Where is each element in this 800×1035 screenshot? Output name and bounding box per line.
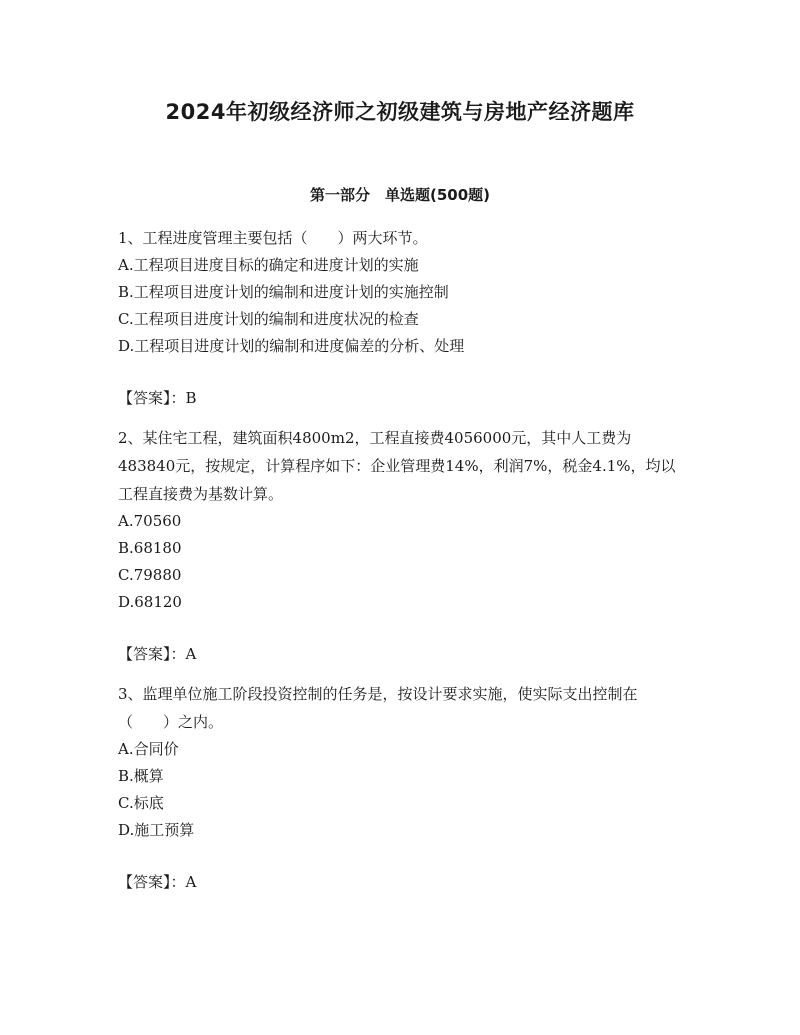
option-a: A.工程项目进度目标的确定和进度计划的实施 bbox=[118, 256, 419, 274]
option-b: B.68180 bbox=[118, 539, 182, 557]
option-a: A.合同价 bbox=[118, 740, 179, 758]
option-c: C.标底 bbox=[118, 794, 164, 812]
answer-line: 【答案】：A bbox=[118, 645, 197, 663]
question-3 bbox=[118, 680, 688, 896]
document-title: 2024年初级经济师之初级建筑与房地产经济题库 bbox=[165, 100, 635, 124]
option-d: D.施工预算 bbox=[118, 821, 195, 839]
question-stem: 1、工程进度管理主要包括（ ）两大环节。 bbox=[118, 229, 428, 247]
question-stem: 2、某住宅工程，建筑面积4800m2，工程直接费4056000元，其中人工费为483840元，按规定，计算程序如下：企业管理费14%，利润7%，税金4.1%，均以工程直接费为基数计算。 bbox=[118, 429, 676, 503]
question-2 bbox=[118, 424, 688, 668]
option-c: C.79880 bbox=[118, 566, 182, 584]
section-heading: 第一部分 单选题(500题) bbox=[309, 186, 491, 204]
option-b: B.工程项目进度计划的编制和进度计划的实施控制 bbox=[118, 283, 449, 301]
option-d: D.68120 bbox=[118, 593, 182, 611]
option-b: B.概算 bbox=[118, 767, 164, 785]
question-stem: 3、监理单位施工阶段投资控制的任务是，按设计要求实施，使实际支出控制在（ ）之内。 bbox=[118, 685, 638, 731]
option-d: D.工程项目进度计划的编制和进度偏差的分析、处理 bbox=[118, 337, 465, 355]
answer-line: 【答案】：B bbox=[118, 389, 197, 407]
option-c: C.工程项目进度计划的编制和进度状况的检查 bbox=[118, 310, 419, 328]
question-list bbox=[118, 224, 688, 908]
option-a: A.70560 bbox=[118, 512, 182, 530]
question-1 bbox=[118, 224, 688, 412]
answer-line: 【答案】：A bbox=[118, 873, 197, 891]
